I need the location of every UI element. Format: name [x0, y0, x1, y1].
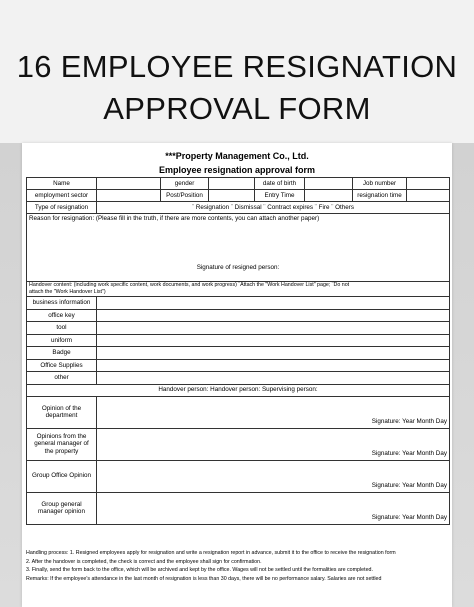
entry-time-value[interactable] — [305, 190, 353, 202]
opinion-box[interactable] — [97, 396, 450, 428]
row-handover-persons — [27, 384, 450, 396]
handover-item-row — [27, 309, 450, 322]
form-sheet — [22, 143, 452, 607]
handover-item-row — [27, 347, 450, 360]
entry-time-label: Entry Time — [255, 190, 305, 202]
row-reason — [27, 214, 450, 282]
row-employment-info — [27, 190, 450, 202]
opinion-box[interactable] — [97, 460, 450, 492]
handover-item-value[interactable] — [97, 372, 450, 385]
handover-content-cell — [27, 282, 450, 297]
resignation-form-table — [26, 177, 450, 525]
handover-item-label: uniform — [27, 334, 97, 347]
opinion-signature: Signature: Year Month Day — [371, 482, 447, 490]
handling-notes — [26, 549, 449, 583]
opinion-label: Group general manager opinion — [27, 492, 97, 524]
handover-item-value[interactable] — [97, 359, 450, 372]
job-number-label: Job number — [353, 178, 407, 190]
handover-item-row — [27, 359, 450, 372]
reason-label: Reason for resignation: (Please fill in the truth, if there are more contents, you can attach another paper) — [29, 215, 320, 222]
dob-value[interactable] — [305, 178, 353, 190]
gender-value[interactable] — [209, 178, 255, 190]
note-line: 3. Finally, send the form back to the office, which will be archived and kept by the office. Wages will not be settled until the formalities are completed. — [26, 567, 373, 574]
handover-item-label: Office Supplies — [27, 359, 97, 372]
opinion-box[interactable] — [97, 428, 450, 460]
dob-label: date of birth — [255, 178, 305, 190]
handover-item-row — [27, 297, 450, 310]
reason-box[interactable] — [27, 214, 450, 282]
headline-line-1: 16 EMPLOYEE RESIGNATION — [16, 49, 458, 84]
name-value[interactable] — [97, 178, 161, 190]
opinion-signature: Signature: Year Month Day — [371, 514, 447, 522]
resignation-type-options[interactable]: ¨ Resignation ¨ Dismissal ¨ Contract expires ¨ Fire ¨ Others — [97, 202, 450, 214]
resignation-time-value[interactable] — [407, 190, 450, 202]
opinion-row — [27, 396, 450, 428]
opinion-row — [27, 428, 450, 460]
row-resignation-type — [27, 202, 450, 214]
resigned-signature-label: Signature of resigned person: — [196, 263, 280, 271]
note-line: Remarks: If the employee's attendance in the last month of resignation is less than 30 days, there will be no performance salary. Salaries are not settled — [26, 575, 382, 582]
note-line: Handling process: 1. Resigned employees apply for resignation and write a resignation report in advance, submit it to the office to receive the resignation form — [26, 550, 396, 556]
note-line: 2. After the handover is completed, the check is correct and the employee shall sign for confirmation. — [26, 558, 262, 565]
handover-item-value[interactable] — [97, 347, 450, 360]
name-label: Name — [27, 178, 97, 190]
gender-label: gender — [161, 178, 209, 190]
sector-value[interactable] — [97, 190, 161, 202]
opinion-label: Opinion of the department — [27, 396, 97, 428]
handover-item-value[interactable] — [97, 322, 450, 335]
post-value[interactable] — [209, 190, 255, 202]
opinion-label: Opinions from the general manager of the property — [27, 428, 97, 460]
handover-content-line-1: Handover content: (including work specific content, work documents, and work progress) ¨Attach the "Work Handover List" page; ¨Do not — [29, 282, 350, 288]
company-name: ***Property Management Co., Ltd. — [165, 151, 309, 161]
form-title: Employee resignation approval form — [158, 165, 316, 175]
job-number-value[interactable] — [407, 178, 450, 190]
opinion-label: Group Office Opinion — [27, 460, 97, 492]
handover-item-row — [27, 372, 450, 385]
opinion-row — [27, 492, 450, 524]
handover-item-label: Badge — [27, 347, 97, 360]
handover-item-value[interactable] — [97, 309, 450, 322]
opinion-row — [27, 460, 450, 492]
resignation-time-label: resignation time — [353, 190, 407, 202]
resignation-type-label: Type of resignation — [27, 202, 97, 214]
handover-item-value[interactable] — [97, 297, 450, 310]
headline-line-2: APPROVAL FORM — [103, 91, 371, 126]
handover-item-label: office key — [27, 309, 97, 322]
opinion-box[interactable] — [97, 492, 450, 524]
opinion-signature: Signature: Year Month Day — [371, 450, 447, 458]
opinion-signature: Signature: Year Month Day — [371, 418, 447, 426]
row-basic-info — [27, 178, 450, 190]
handover-item-row — [27, 322, 450, 335]
handover-content-line-2: attach the "Work Handover List") — [29, 289, 106, 295]
handover-item-label: other — [27, 372, 97, 385]
handover-item-row — [27, 334, 450, 347]
sector-label: employment sector — [27, 190, 97, 202]
post-label: Post/Position — [161, 190, 209, 202]
handover-item-label: business information — [27, 297, 97, 310]
row-handover-content — [27, 282, 450, 297]
handover-item-label: tool — [27, 322, 97, 335]
handover-persons[interactable]: Handover person: Handover person: Supervising person: — [27, 384, 450, 396]
handover-item-value[interactable] — [97, 334, 450, 347]
